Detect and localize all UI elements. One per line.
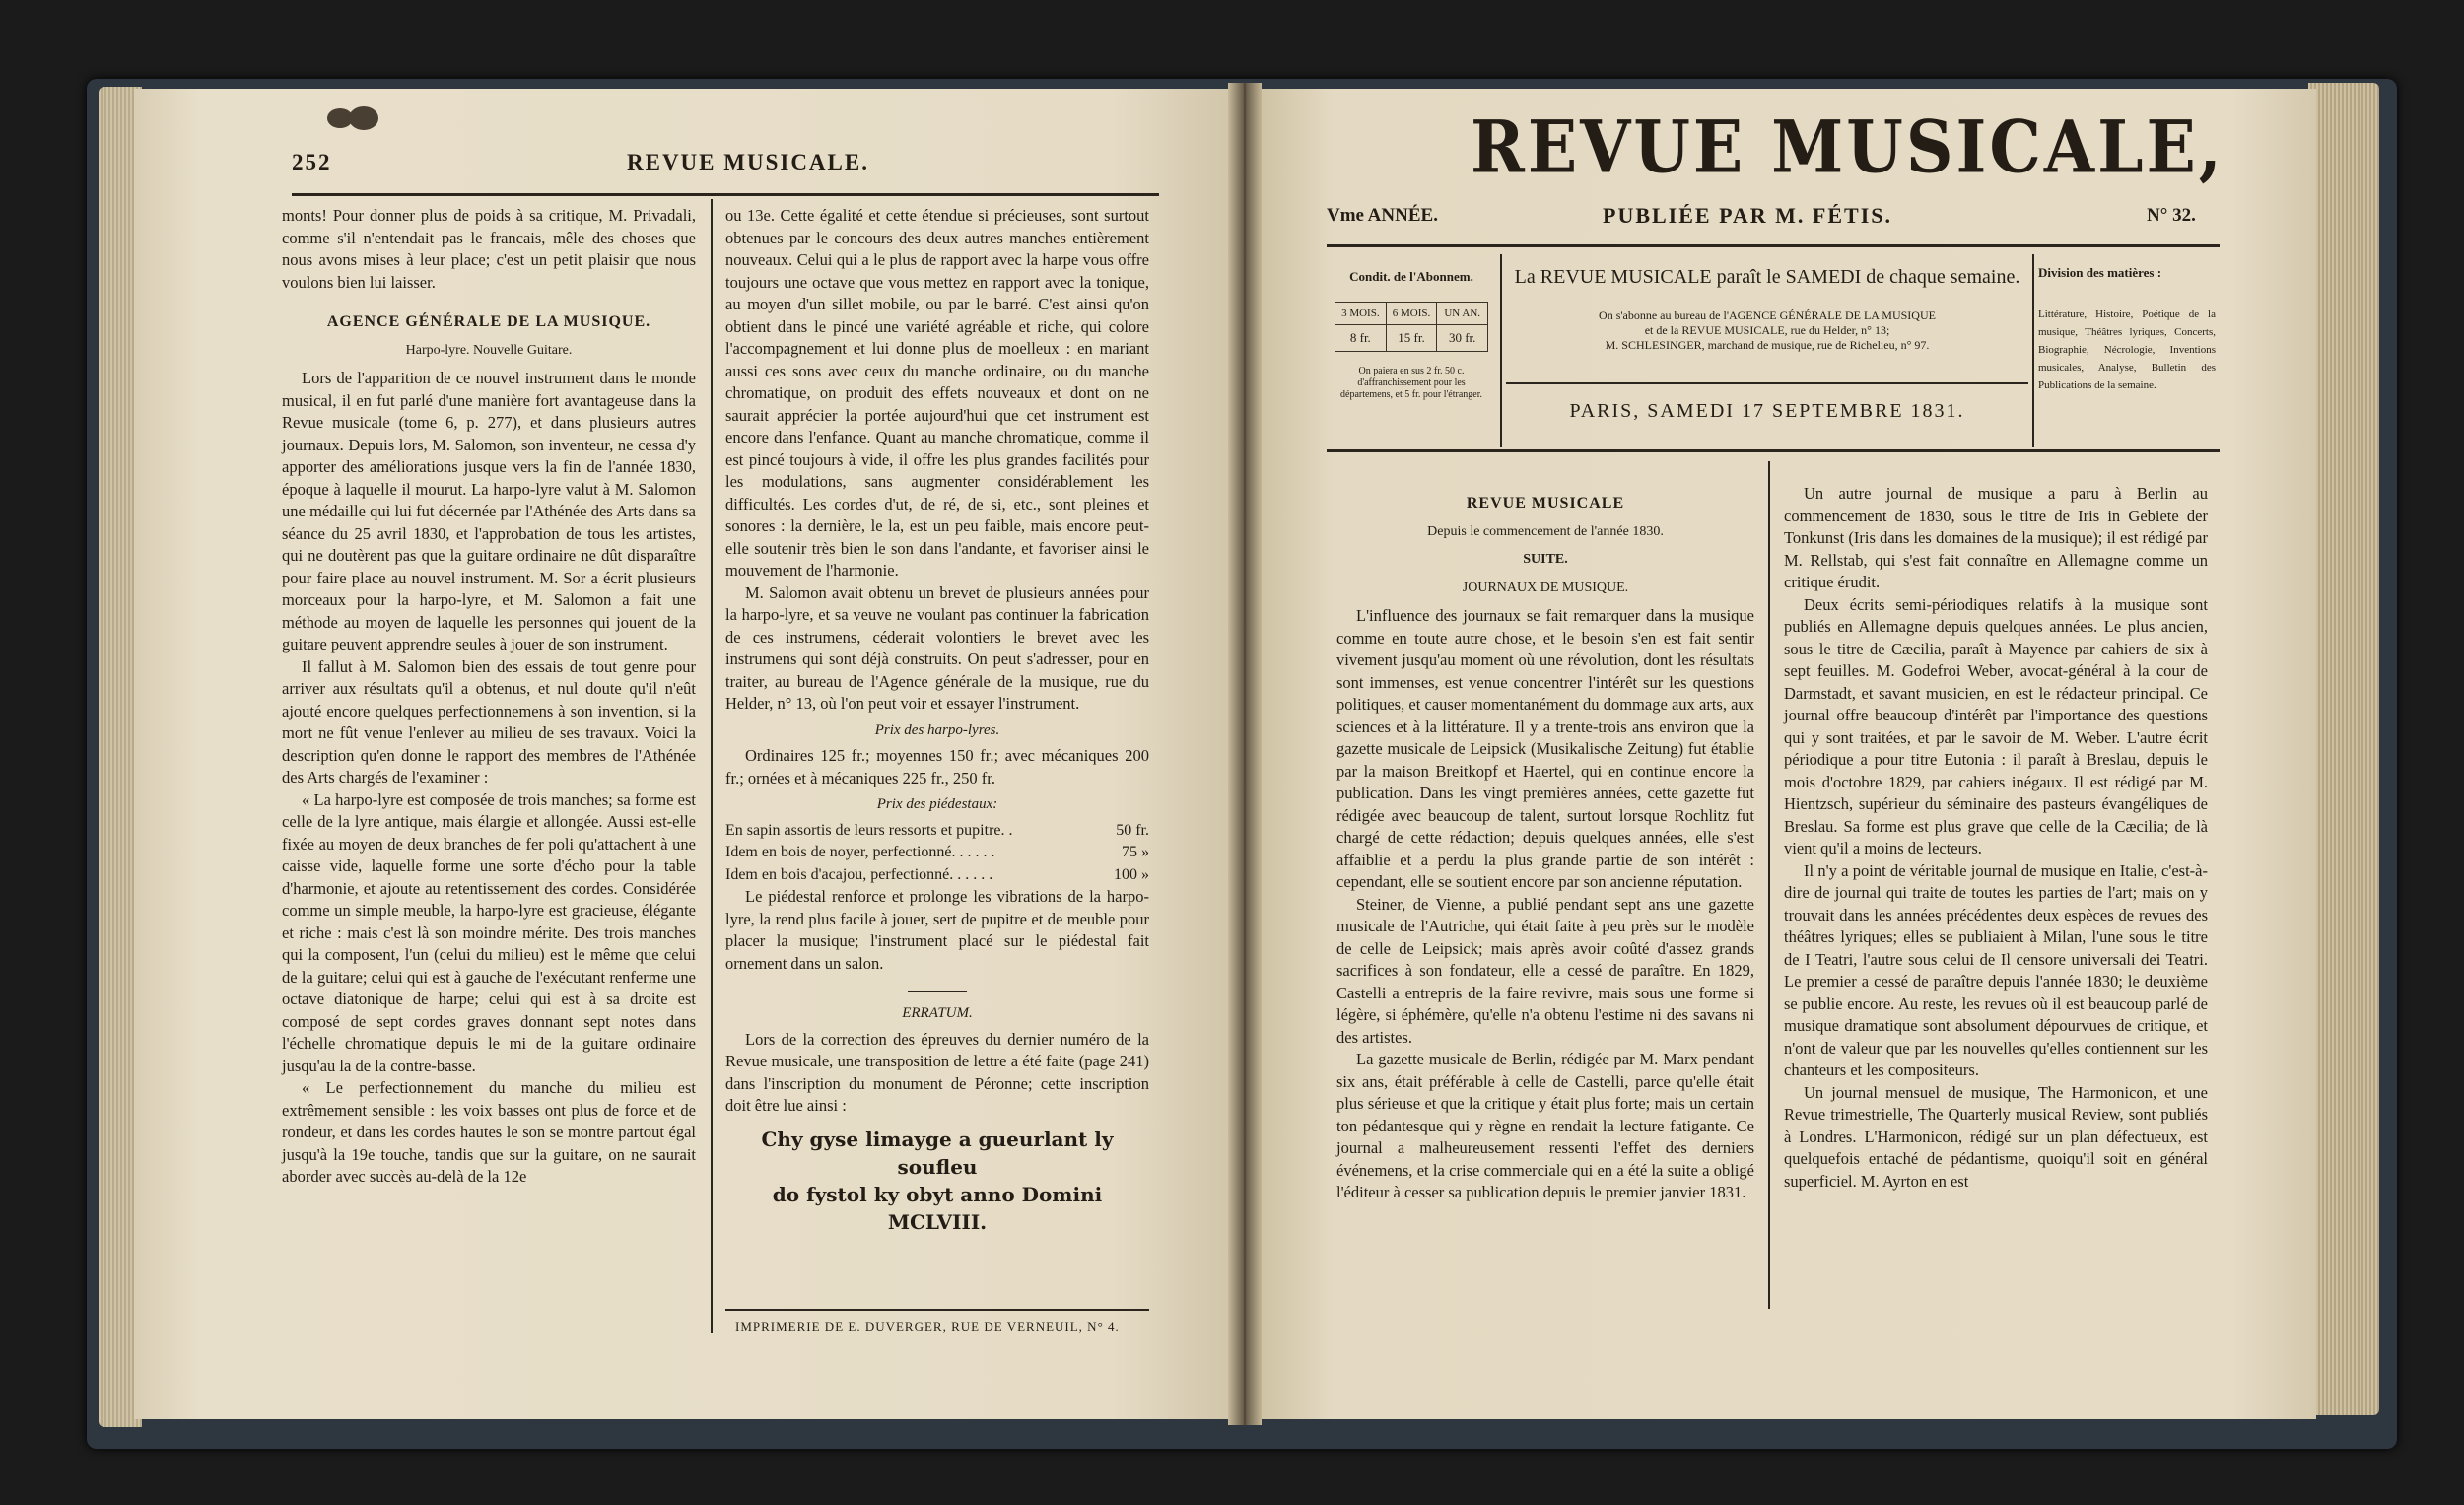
paragraph: La gazette musicale de Berlin, rédigée par M. Marx pendant six ans, était préférable à celle de Castelli, parce qu'elle était plus sérieuse et que la critique y était plus forte; mais un certain ton pédantesque qui y règne en rendait la lecture fatigante. Ce journal a malheureusement ressenti l'effet des derniers événemens, et la crise commerciale qui en a été la suite a obligé l'éditeur à cesser sa publication depuis le premier janvier 1831.: [1336, 1050, 1754, 1201]
header-rule: [292, 193, 1159, 196]
section-heading: REVUE MUSICALE: [1466, 495, 1625, 512]
section-sub: Depuis le commencement de l'année 1830.: [1427, 523, 1664, 539]
price: 30 fr.: [1448, 330, 1476, 345]
subscription-line: et de la REVUE MUSICALE, rue du Helder, n° 13;: [1644, 323, 1890, 337]
annee: Vme ANNÉE.: [1327, 205, 1438, 226]
box-rule: [2032, 254, 2034, 447]
masthead: REVUE MUSICALE,: [1471, 104, 2224, 189]
price: 8 fr.: [1349, 330, 1371, 345]
page-number: 252: [292, 150, 332, 174]
section-title: JOURNAUX DE MUSIQUE.: [1462, 580, 1629, 595]
left-column-1: [282, 205, 696, 1189]
price-cell: [1437, 303, 1487, 351]
price-cell: [1387, 303, 1438, 351]
paragraph: Ordinaires 125 fr.; moyennes 150 fr.; avec mécaniques 200 fr.; ornées et à mécaniques 225 fr., 250 fr.: [725, 746, 1149, 787]
price-label: Idem en bois de noyer, perfectionné. . . . . .: [725, 844, 995, 860]
period: 3 MOIS.: [1335, 303, 1386, 325]
masthead-rule: [1327, 244, 2220, 247]
left-page: [134, 89, 1244, 1419]
paragraph: Un journal mensuel de musique, The Harmonicon, et une Revue trimestrielle, The Quarterly musical Review, sont publiés à Londres. L'Harmonicon, rédigé sur un plan défectueux, est quelquefois entaché de pédantisme, quoiqu'il soit en général superficiel. M. Ayrton en est: [1784, 1082, 2208, 1191]
paragraph: Le piédestal renforce et prolonge les vibrations de la harpo-lyre, la rend plus facile à jouer, sert de pupitre et de meuble pour placer la musique; l'instrument placé sur le piédestal fait ornement dans un salon.: [725, 887, 1149, 973]
headline: La REVUE MUSICALE paraît le SAMEDI de chaque semaine.: [1514, 266, 2020, 288]
imprint: IMPRIMERIE DE E. DUVERGER, RUE DE VERNEUIL, N° 4.: [735, 1319, 1120, 1334]
abonnement-title: Condit. de l'Abonnem.: [1349, 269, 1473, 284]
left-column-2: [725, 205, 1149, 1236]
period: UN AN.: [1437, 303, 1487, 325]
running-head: REVUE MUSICALE.: [627, 150, 869, 174]
issue-date: PARIS, SAMEDI 17 SEPTEMBRE 1831.: [1569, 400, 1965, 422]
center-box: [1506, 266, 2028, 353]
paragraph: monts! Pour donner plus de poids à sa critique, M. Privadali, comme s'il n'entendait pas le francais, mêle des choses que nous avons mises à leur place; c'est un petit plaisir que nous voulons bien lui laisser.: [282, 206, 696, 292]
issue-number: N° 32.: [2147, 205, 2196, 226]
right-page: [1248, 89, 2316, 1419]
paragraph: Il fallut à M. Salomon bien des essais de tout genre pour arriver aux résultats qu'il a obtenus, et nul doute qu'il n'eût ajouté encore quelques perfectionnemens à son invention, si la mort ne fût venue l'enlever au milieu de ses travaux. Voici la description qu'en donne le rapport des membres de l'Athénée des Arts chargés de l'examiner :: [282, 656, 696, 787]
subscription-line: On s'abonne au bureau de l'AGENCE GÉNÉRALE DE LA MUSIQUE: [1599, 308, 1936, 322]
ink-stain: [349, 106, 378, 130]
price-label: Idem en bois d'acajou, perfectionné. . . . . .: [725, 865, 993, 883]
division-title: Division des matières :: [2038, 265, 2162, 280]
period: 6 MOIS.: [1387, 303, 1437, 325]
inscription-line: Chy gyse limayge a gueurlant ly soufleu: [761, 1127, 1114, 1179]
abonnement-note: On paiera en sus 2 fr. 50 c. d'affranchissement pour les départemens, et 5 fr. pour l'étranger.: [1340, 366, 1482, 400]
price-title: Prix des piédestaux:: [876, 796, 998, 812]
suite: SUITE.: [1523, 552, 1568, 567]
right-column-2: [1784, 483, 2208, 1193]
box-rule: [1506, 382, 2028, 384]
column-rule: [711, 199, 713, 1333]
price-title: Prix des harpo-lyres.: [874, 721, 1000, 738]
price-cell: [1335, 303, 1387, 351]
price-value: 75 »: [1122, 844, 1149, 860]
price-value: 50 fr.: [1116, 821, 1149, 839]
paragraph: L'influence des journaux se fait remarquer dans la musique comme en toute autre chose, et le besoin s'en est fait sentir vivement jusqu'au moment où une révolution, dont les résultats sont immenses, est venue concentrer l'intérêt sur les questions politiques, et causer momentanément du dommage aux arts, aux sciences et à la littérature. Il y a trente-trois ans environ que la gazette musicale de Leipsick (Musikalische Zeitung) fut établie par la maison Breitkopf et Haertel, qui en continue encore la publication. Dans les vingt premières années, cette gazette fut rédigée avec beaucoup de talent, surtout lorsque Rochlitz fut chargé de cette rédaction; depuis quelques années, elle s'est affaiblie et a perdu la plus grande partie de son intérêt : cependant, elle se soutient encore par son ancienne réputation.: [1336, 606, 1754, 891]
division-text: Littérature, Histoire, Poétique de la musique, Théâtres lyriques, Concerts, Biographie, Nécrologie, Inventions musicales, Analyse, Bulletin des Publications de la semaine.: [2038, 308, 2216, 391]
erratum-title: ERRATUM.: [902, 1005, 973, 1021]
price-row: [725, 864, 1149, 887]
header-bottom-rule: [1327, 449, 2220, 452]
paragraph: M. Salomon avait obtenu un brevet de plusieurs années pour la harpo-lyre, et sa veuve ne voulant pas continuer la fabrication de ces instrumens, céderait volontiers le brevet avec les instrumens qui sont déjà construits. On peut s'adresser, pour en traiter, au bureau de l'Agence générale de la musique, rue du Helder, n° 13, où l'on peut voir et essayer l'instrument.: [725, 582, 1149, 713]
price: 15 fr.: [1398, 330, 1425, 345]
paragraph: Il n'y a point de véritable journal de musique en Italie, c'est-à-dire de journal qui traite de toutes les parties de l'art; mais on y trouvait dans les années précédentes deux espèces de revues des théâtres lyriques; elles se publiaient à Milan, l'une sous le titre de I Teatri, l'autre sous celui de Il censore universali dei Teatri. Le premier a cessé de paraître depuis l'année 1830; le deuxième se publie encore. Au reste, les revues où il est beaucoup parlé de musique dramatique sont absolument dépourvues de critique, et n'ont de valeur que par les nouvelles qu'elles contiennent sur les chanteurs et les compositeurs.: [1784, 860, 2208, 1079]
column-rule: [1768, 461, 1770, 1309]
imprint-rule: [725, 1309, 1149, 1311]
right-column-1: [1336, 493, 1754, 1204]
paragraph: Lors de la correction des épreuves du dernier numéro de la Revue musicale, une transposition de lettre a été faite (page 241) dans l'inscription du monument de Péronne; cette inscription doit être lue ainsi :: [725, 1029, 1149, 1115]
paragraph: « Le perfectionnement du manche du milieu est extrêmement sensible : les voix basses ont plus de force et de rondeur, et dans les cordes hautes le son se montre partout égal jusqu'à la 19e touche, tandis que sur la guitare, on ne saurait aborder avec succès au-delà de la 12e: [282, 1078, 696, 1186]
price-table: [1335, 302, 1488, 352]
page-edges-right: [2308, 83, 2379, 1415]
abonnement-box: [1327, 254, 1496, 447]
paragraph: Lors de l'apparition de ce nouvel instrument dans le monde musical, il en fut parlé d'une manière fort avantageuse dans la Revue musicale (tome 6, p. 277), et dans plusieurs autres journaux. Depuis lors, M. Salomon, son inventeur, ne cessa d'y apporter des améliorations jusque vers la fin de l'année 1830, époque à laquelle il mourut. La harpo-lyre valut à M. Salomon une médaille qui lui fut décernée par l'Athénée des Arts dans sa séance du 25 avril 1830, et l'approbation de tous les artistes, qui ne doutèrent pas que la guitare ordinaire ne dût disparaître pour faire place au nouvel instrument. M. Sor a écrit plusieurs morceaux pour la harpo-lyre, et M. Salomon a fait une méthode au moyen de laquelle les personnes qui jouent de la guitare peuvent apprendre seules à jouer de son instrument.: [282, 369, 696, 653]
book-gutter: [1228, 83, 1262, 1425]
inscription-line: do fystol ky obyt anno Domini MCLVIII.: [772, 1182, 1103, 1234]
publiee-par: PUBLIÉE PAR M. FÉTIS.: [1603, 203, 1893, 228]
price-row: [725, 842, 1149, 864]
subscription-line: M. SCHLESINGER, marchand de musique, rue de Richelieu, n° 97.: [1605, 338, 1930, 352]
section-heading: AGENCE GÉNÉRALE DE LA MUSIQUE.: [326, 313, 651, 330]
paragraph: Deux écrits semi-périodiques relatifs à la musique sont publiés en Allemagne depuis quelques années. Le plus ancien, sous le titre de Cæcilia, paraît à Mayence par cahiers de six à sept feuilles. M. Godefroi Weber, avocat-général à la cour de Darmstadt, et savant musicien, en est le rédacteur principal. Ce journal offre beaucoup d'intérêt par l'importance des questions qui y sont traitées, et par le savoir de M. Weber. L'autre écrit périodique a pour titre Eutonia : il paraît à Breslau, depuis le mois d'octobre 1829, par cahiers inégaux. Il est rédigé par M. Hientzsch, supérieur du séminaire des pasteurs évangéliques de Breslau. Sa forme est plus grave que celle de la Cæcilia; de là vient qu'il a moins de lecteurs.: [1784, 594, 2208, 857]
divider: [908, 991, 967, 992]
paragraph: Un autre journal de musique a paru à Berlin au commencement de 1830, sous le titre de Iris in Gebiete der Tonkunst (Iris dans les domaines de la musique); il est rédigé par M. Rellstab, qui s'est fait connaître en Allemagne comme un critique érudit.: [1784, 484, 2208, 591]
price-row: [725, 820, 1149, 843]
paragraph: ou 13e. Cette égalité et cette étendue si précieuses, sont surtout obtenues par le concours des deux autres manches entièrement nouveaux. Celui qui a le plus de rapport avec la harpe vous offre toujours une octave que vous mettez en rapport avec la tonique, au moyen d'un sillet mobile, ou par le barré. C'est ainsi qu'on obtient dans le pincé une variété agréable et riche, qui colore l'accompagnement et lui donne plus de moelleux : en mariant aussi ces sons avec ceux du manche ordinaire, ou du manche chromatique, on produit des effets nouveaux et dont on ne saurait apprécier la portée aujourd'hui que cet instrument est encore dans l'enfance. Quant au manche chromatique, comme il est pincé toujours à vide, il offre les plus grandes facilités pour les modulations, sans augmenter considérablement les difficultés. Les cordes d'ut, de ré, de si, etc., sont pleines et sonores : la dernière, le la, est un peu faible, mais encore peut-elle soutenir très bien le son dans l'andante, et favoriser ainsi le mouvement de l'harmonie.: [725, 206, 1149, 580]
price-label: En sapin assortis de leurs ressorts et pupitre. .: [725, 821, 1013, 839]
box-rule: [1500, 254, 1502, 447]
division-box: [2038, 266, 2216, 394]
paragraph: Steiner, de Vienne, a publié pendant sept ans une gazette musicale de l'Autriche, qui était faite à peu près sur le modèle de celle de Leipsick; mais après avoir coûté d'assez grands sacrifices à son fondateur, elle a cessé de paraître. En 1829, Castelli a entrepris de la faire revivre, mais sous une forme si légère, si éphémère, qu'elle n'a obtenu l'estime ni des savans ni des artistes.: [1336, 894, 1754, 1047]
paragraph: « La harpo-lyre est composée de trois manches; sa forme est celle de la lyre antique, mais élargie et allongée. Aussi est-elle fixée au moyen de deux branches de fer poli qu'attachent à une caisse vide, laquelle forme une sorte d'écho pour la table d'harmonie, et ajoute au retentissement des cordes. Considérée comme un simple meuble, la harpo-lyre est gracieuse, élégante et riche : mais c'est là son moindre mérite. Des trois manches qui la composent, l'un (celui du milieu) est le même que celui de la guitare; celui qui est à gauche de l'exécutant renferme une octave diatonique de harpe; celui qui est à sa droite est composé de sept cordes graves donnant sept notes dans l'échelle chromatique depuis le mi de la guitare ordinaire jusqu'au la de la contre-basse.: [282, 789, 696, 1075]
section-subheading: Harpo-lyre. Nouvelle Guitare.: [405, 342, 573, 358]
price-value: 100 »: [1114, 865, 1149, 883]
